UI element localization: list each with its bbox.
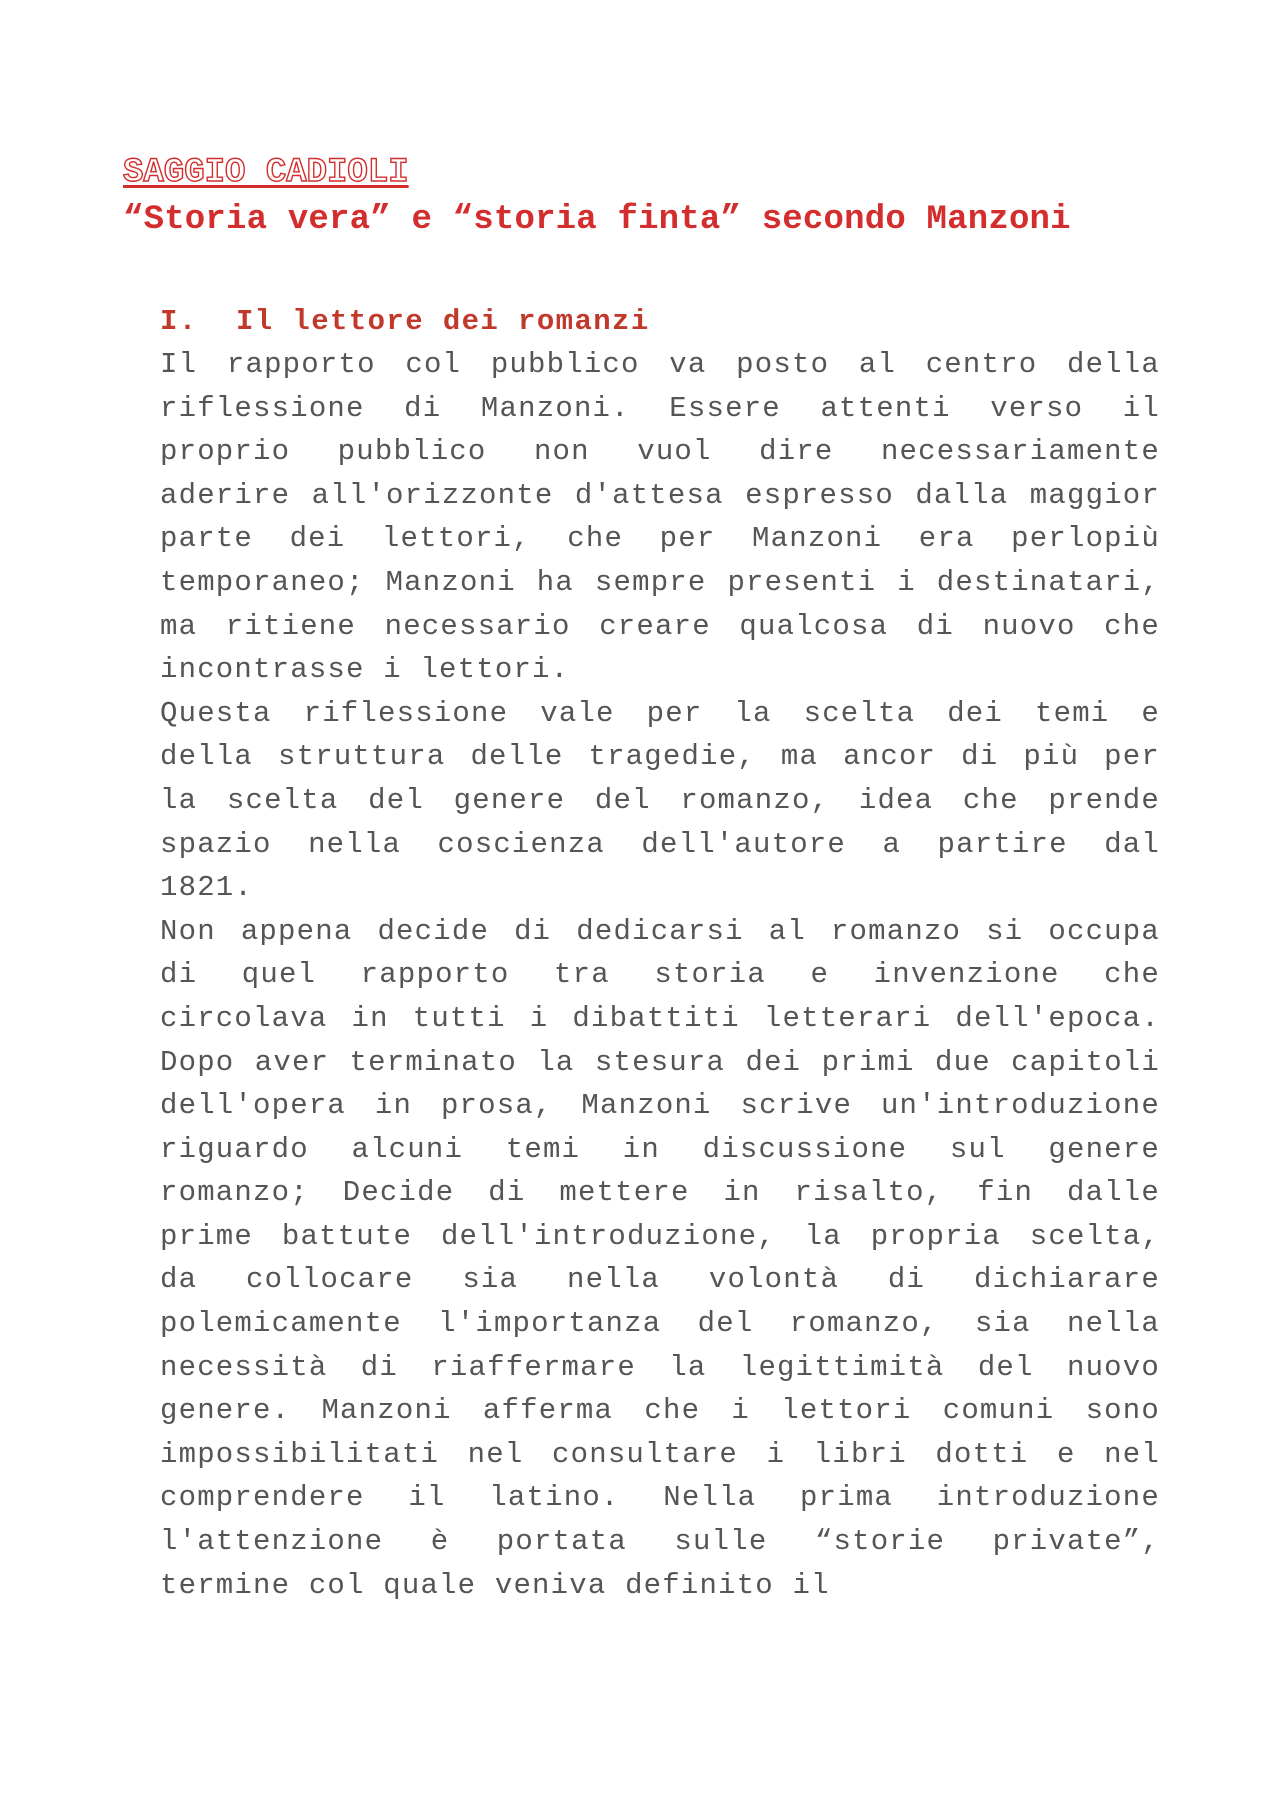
section-number: I.	[160, 305, 198, 338]
document-title: SAGGIO CADIOLI	[123, 154, 409, 192]
paragraph-3: Non appena decide di dedicarsi al romanzo si occupa di quel rapporto tra storia e invenzione che circolava in tutti i dibattiti letterari dell'epoca. Dopo aver terminato la stesura dei primi due capitoli dell'opera in prosa, Manzoni scrive un'introduzione riguardo alcuni temi in discussione sul genere romanzo; Decide di mettere in risalto, fin dalle prime battute dell'introduzione, la propria scelta, da collocare sia nella volontà di dichiarare polemicamente l'importanza del romanzo, sia nella necessità di riaffermare la legittimità del nuovo genere. Manzoni afferma che i lettori comuni sono impossibilitati nel consultare i libri dotti e nel comprendere il latino. Nella prima introduzione l'attenzione è portata sulle “storie private”, termine col quale veniva definito il	[160, 914, 1160, 1602]
paragraph-2: Questa riflessione vale per la scelta dei temi e della struttura delle tragedie, ma ancor di più per la scelta del genere del romanzo, idea che prende spazio nella coscienza dell'autore a partire dal 1821.	[160, 696, 1160, 905]
section-1	[160, 300, 1160, 1607]
paragraph-1: Il rapporto col pubblico va posto al centro della riflessione di Manzoni. Essere attenti verso il proprio pubblico non vuol dire necessariamente aderire all'orizzonte d'attesa espresso dalla maggior parte dei lettori, che per Manzoni era perlopiù temporaneo; Manzoni ha sempre presenti i destinatari, ma ritiene necessario creare qualcosa di nuovo che incontrasse i lettori.	[160, 348, 1160, 687]
section-title: Il lettore dei romanzi	[236, 305, 650, 338]
section-heading	[160, 300, 1160, 343]
title-block	[123, 150, 1183, 244]
document-subtitle: “Storia vera” e “storia finta” secondo Manzoni	[123, 201, 1071, 239]
section-body	[160, 343, 1160, 1607]
